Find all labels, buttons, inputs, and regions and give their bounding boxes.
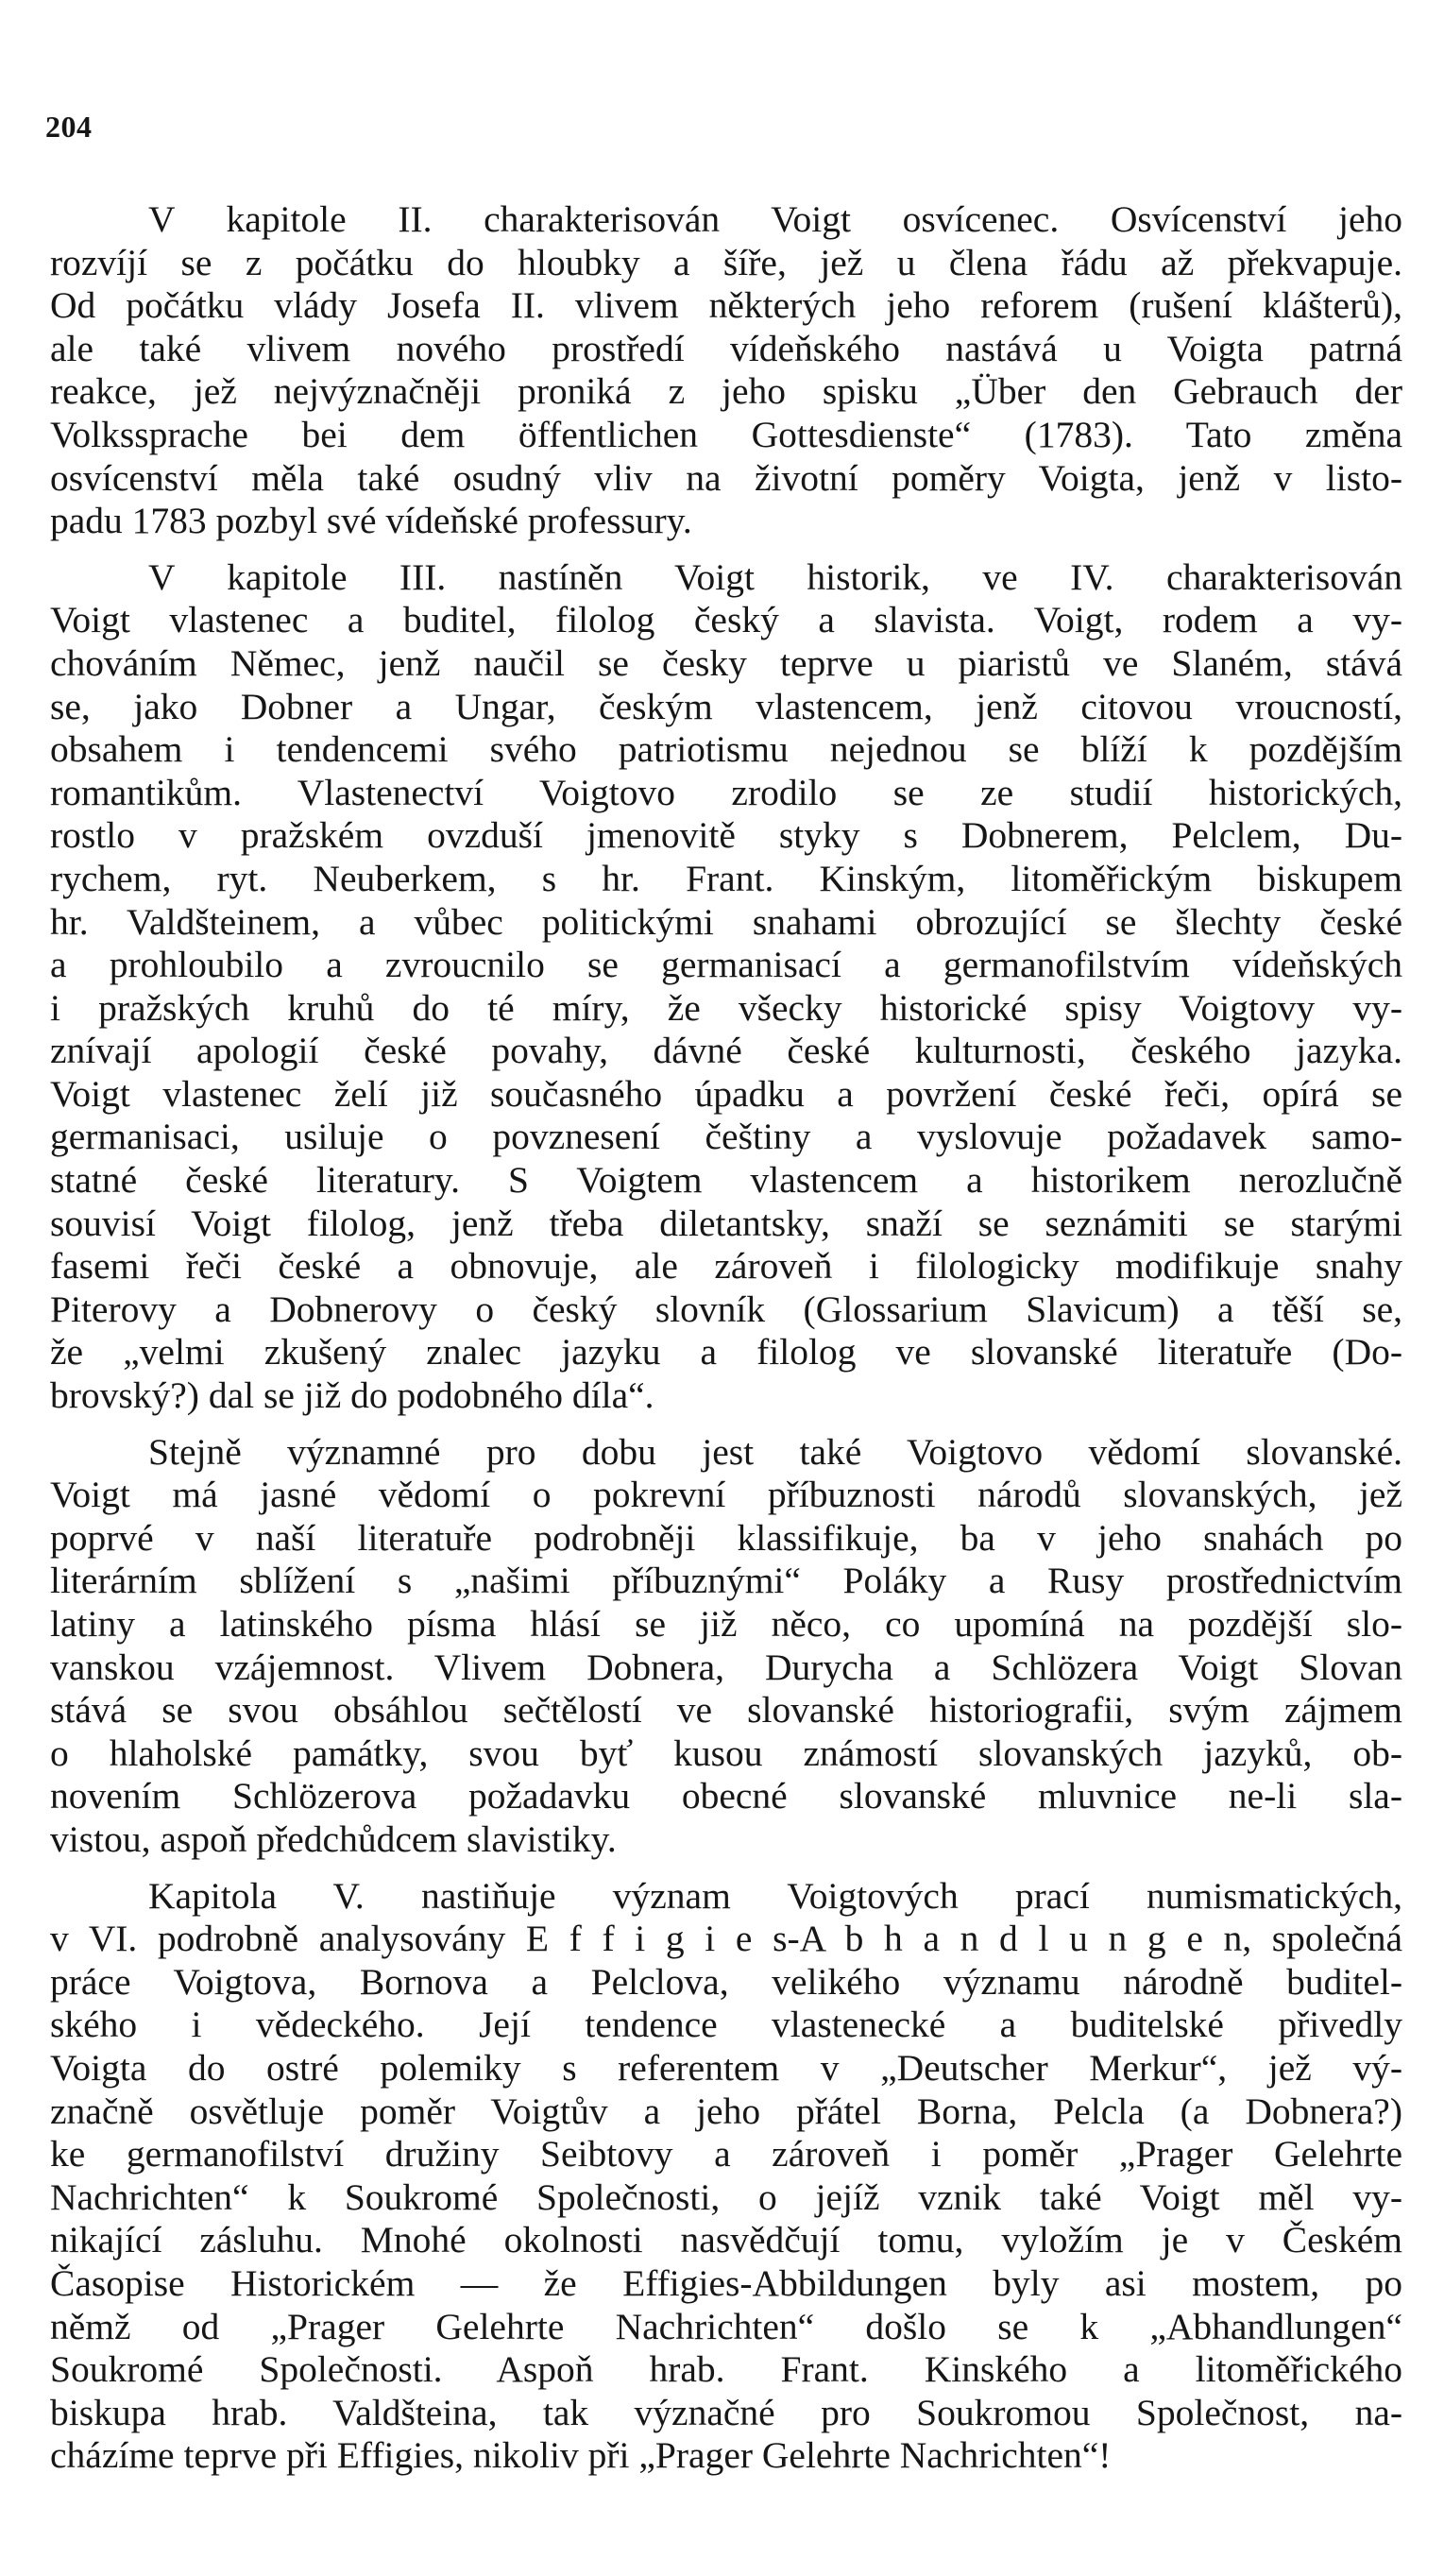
text-body [50, 198, 1402, 2491]
paragraph-4 [50, 1875, 1402, 2478]
text-line: statné české literatury. S Voigtem vlastencem a historikem nerozlučně [50, 1159, 1402, 1202]
text-line: obsahem i tendencemi svého patriotismu nejednou se blíží k pozdějším [50, 728, 1402, 771]
text-line: V kapitole II. charakterisován Voigt osvícenec. Osvícenství jeho [148, 198, 1402, 240]
text-line: ke germanofilství družiny Seibtovy a zároveň i poměr „Prager Gelehrte [50, 2133, 1402, 2175]
text-line: rozvíjí se z počátku do hloubky a šíře, jež u člena řádu až překvapuje. [50, 241, 1402, 283]
text-line: Volkssprache bei dem öffentlichen Gottesdienste“ (1783). Tato změna [50, 413, 1402, 455]
text-line: ale také vlivem nového prostředí vídeňského nastává u Voigta patrná [50, 327, 1402, 369]
text-line: souvisí Voigt filolog, jenž třeba diletantsky, snaží se seznámiti se starými [50, 1202, 1402, 1244]
text-line: osvícenství měla také osudný vliv na životní poměry Voigta, jenž v listo- [50, 456, 1402, 499]
text-line: rychem, ryt. Neuberkem, s hr. Frant. Kinským, litoměřickým biskupem [50, 857, 1402, 899]
text-line: latiny a latinského písma hlásí se již něco, co upomíná na pozdější slo- [50, 1603, 1402, 1645]
text-line: brovský?) dal se již do podobného díla“. [50, 1374, 654, 1417]
text-line: značně osvětluje poměr Voigtův a jeho přátel Borna, Pelcla (a Dobnera?) [50, 2090, 1402, 2132]
text-line: biskupa hrab. Valdšteina, tak význačné pro Soukromou Společnost, na- [50, 2391, 1402, 2433]
text-line: vistou, aspoň předchůdcem slavistiky. [50, 1817, 617, 1860]
text-line: i pražských kruhů do té míry, že všecky historické spisy Voigtovy vy- [50, 986, 1402, 1029]
text-line: Od počátku vlády Josefa II. vlivem některých jeho reforem (rušení klášterů), [50, 284, 1402, 327]
text-line: padu 1783 pozbyl své vídeňské professury. [50, 500, 692, 542]
text-line: Časopise Historickém — že Effigies-Abbildungen byly asi mostem, po [50, 2261, 1402, 2304]
text-line: poprvé v naší literatuře podrobněji klassifikuje, ba v jeho snahách po [50, 1516, 1402, 1559]
text-line: reakce, jež nejvýznačněji proniká z jeho spisku „Über den Gebrauch der [50, 370, 1402, 413]
text-line: V kapitole III. nastíněn Voigt historik, ve IV. charakterisován [148, 555, 1402, 598]
text-line: rostlo v pražském ovzduší jmenovitě styky s Dobnerem, Pelclem, Du- [50, 814, 1402, 857]
paragraph-3 [50, 1431, 1402, 1862]
text-line: Kapitola V. nastiňuje význam Voigtových prací numismatických, [148, 1874, 1402, 1917]
text-line: romantikům. Vlastenectví Voigtovo zrodilo se ze studií historických, [50, 771, 1402, 813]
text-line: literárním sblížení s „našimi příbuznými“ Poláky a Rusy prostřednictvím [50, 1560, 1402, 1602]
text-line: cházíme teprve při Effigies, nikoliv při „Prager Gelehrte Nachrichten“! [50, 2434, 1112, 2477]
text-line: ského i vědeckého. Její tendence vlastenecké a buditelské přivedly [50, 2004, 1402, 2046]
text-line: Voigt má jasné vědomí o pokrevní příbuznosti národů slovanských, jež [50, 1474, 1402, 1516]
text-line: Piterovy a Dobnerovy o český slovník (Glossarium Slavicum) a těší se, [50, 1288, 1402, 1330]
text-line: Soukromé Společnosti. Aspoň hrab. Frant. Kinského a litoměřického [50, 2348, 1402, 2391]
text-line: stává se svou obsáhlou sečtělostí ve slovanské historiografii, svým zájmem [50, 1689, 1402, 1732]
text-line: germanisaci, usiluje o povznesení češtiny a vyslovuje požadavek samo- [50, 1116, 1402, 1158]
text-line: Stejně významné pro dobu jest také Voigtovo vědomí slovanské. [148, 1430, 1402, 1473]
text-line: chováním Němec, jenž naučil se česky teprve u piaristů ve Slaném, stává [50, 641, 1402, 684]
text-line: Voigt vlastenec a buditel, filolog český a slavista. Voigt, rodem a vy- [50, 599, 1402, 641]
text-line: nikající zásluhu. Mnohé okolnosti nasvědčují tomu, vyložím je v Českém [50, 2219, 1402, 2261]
page-number: 204 [45, 110, 93, 144]
text-line: novením Schlözerova požadavku obecné slovanské mluvnice ne-li sla- [50, 1775, 1402, 1817]
paragraph-2 [50, 556, 1402, 1418]
text-line: a prohloubilo a zvroucnilo se germanisací a germanofilstvím vídeňských [50, 944, 1402, 986]
text-line: němž od „Prager Gelehrte Nachrichten“ došlo se k „Abhandlungen“ [50, 2305, 1402, 2347]
paragraph-1 [50, 198, 1402, 543]
text-line: vanskou vzájemnost. Vlivem Dobnera, Durycha a Schlözera Voigt Slovan [50, 1646, 1402, 1688]
text-line: se, jako Dobner a Ungar, českým vlastencem, jenž citovou vroucností, [50, 685, 1402, 727]
text-line: o hlaholské památky, svou byť kusou známostí slovanských jazyků, ob- [50, 1732, 1402, 1774]
text-line: v VI. podrobně analysovány E f f i g i e s-A b h a n d l u n g e n, společná [50, 1918, 1402, 1960]
text-line: Voigta do ostré polemiky s referentem v „Deutscher Merkur“, jež vý- [50, 2046, 1402, 2089]
text-line: Voigt vlastenec želí již současného úpadku a povržení české řeči, opírá se [50, 1072, 1402, 1115]
text-line: Nachrichten“ k Soukromé Společnosti, o jejíž vznik také Voigt měl vy- [50, 2175, 1402, 2218]
text-line: znívají apologií české povahy, dávné české kulturnosti, českého jazyka. [50, 1030, 1402, 1072]
text-line: práce Voigtova, Bornova a Pelclova, velikého významu národně buditel- [50, 1960, 1402, 2003]
text-line: hr. Valdšteinem, a vůbec politickými snahami obrozující se šlechty české [50, 900, 1402, 943]
text-line: fasemi řeči české a obnovuje, ale zároveň i filologicky modifikuje snahy [50, 1245, 1402, 1288]
text-line: že „velmi zkušený znalec jazyku a filolog ve slovanské literatuře (Do- [50, 1331, 1402, 1373]
